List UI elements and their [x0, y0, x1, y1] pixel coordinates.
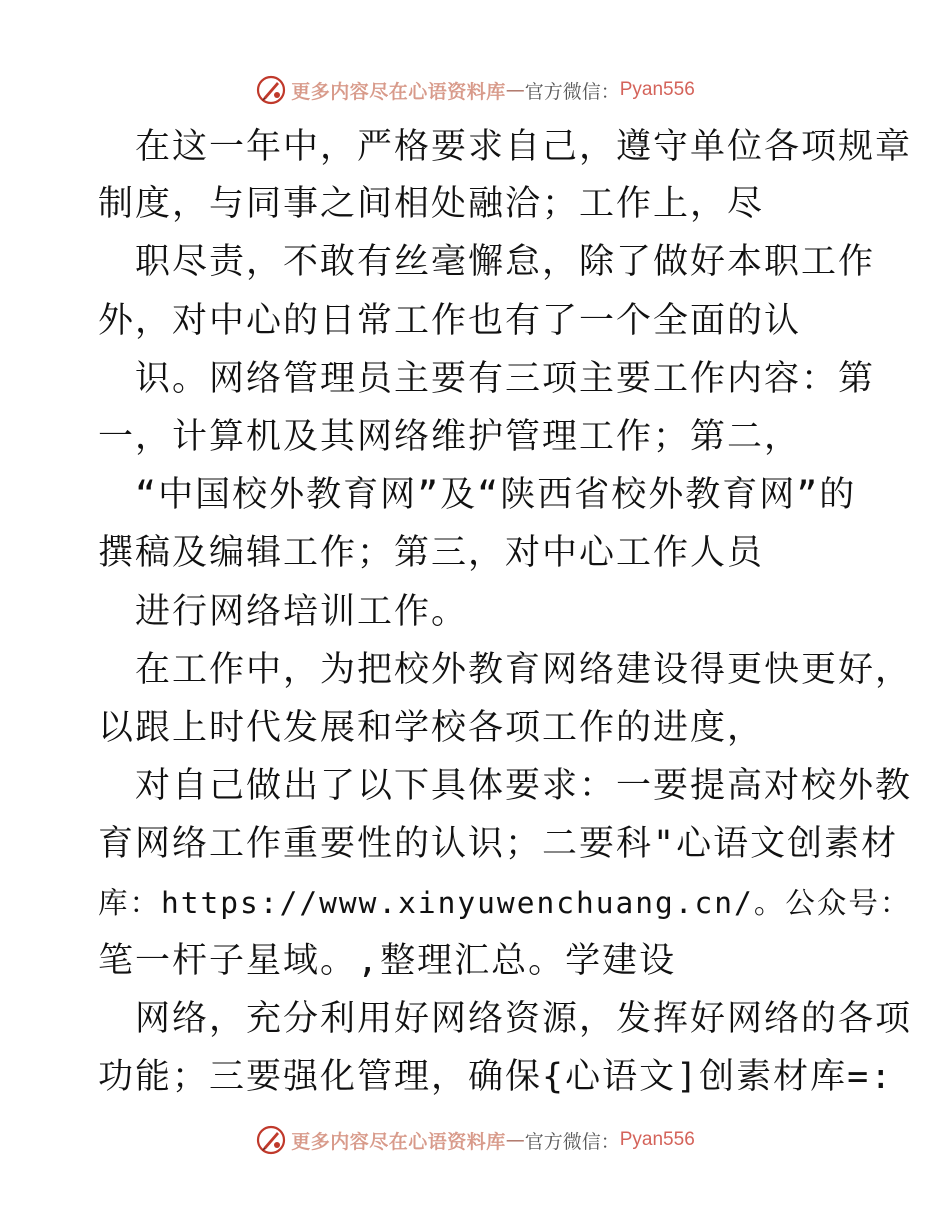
text-line: 一，计算机及其网络维护管理工作；第二， [98, 417, 802, 457]
banner-official-label: 官方微信： [524, 1130, 620, 1153]
text-line: 撰稿及编辑工作；第三，对中心工作人员 [98, 533, 765, 573]
banner-official-label: 官方微信： [524, 80, 620, 103]
text-line: 在这一年中，严格要求自己，遵守单位各项规章 [98, 127, 913, 167]
text-line: 库：https://www.xinyuwenchuang.cn/。公众号： [98, 886, 912, 920]
text-line: 职尽责，不敢有丝毫懈怠，除了做好本职工作 [98, 242, 876, 282]
text-line: 网络，充分利用好网络资源，发挥好网络的各项 [98, 999, 913, 1039]
banner-main-text: 更多内容尽在心语资料库 [291, 1130, 506, 1153]
banner-main-text: 更多内容尽在心语资料库 [291, 80, 506, 103]
text-line: 在工作中，为把校外教育网络建设得更快更好， [98, 650, 913, 690]
text-line: 育网络工作重要性的认识；二要科"心语文创素材 [98, 824, 899, 864]
banner-separator: — [505, 79, 525, 101]
banner-separator: — [505, 1129, 525, 1151]
text-line: 制度，与同事之间相处融洽；工作上，尽 [98, 184, 765, 224]
text-line: 识。网络管理员主要有三项主要工作内容：第 [98, 359, 876, 399]
text-line: 以跟上时代发展和学校各项工作的进度， [98, 708, 765, 748]
text-line: 功能；三要强化管理，确保{心语文]创素材库=: [98, 1057, 894, 1097]
text-line: 进行网络培训工作。 [98, 592, 469, 632]
footer-banner [0, 1120, 950, 1160]
text-line: “中国校外教育网”及“陕西省校外教育网”的 [98, 475, 857, 515]
banner-account-id: Pyan556 [619, 1129, 695, 1150]
text-line: 对自己做出了以下具体要求：一要提高对校外教 [98, 766, 913, 806]
text-line: 外，对中心的日常工作也有了一个全面的认 [98, 301, 802, 341]
text-line: 笔一杆子星域。,整理汇总。学建设 [98, 941, 677, 981]
banner-account-id: Pyan556 [619, 79, 695, 100]
quill-logo-icon [255, 1124, 287, 1156]
